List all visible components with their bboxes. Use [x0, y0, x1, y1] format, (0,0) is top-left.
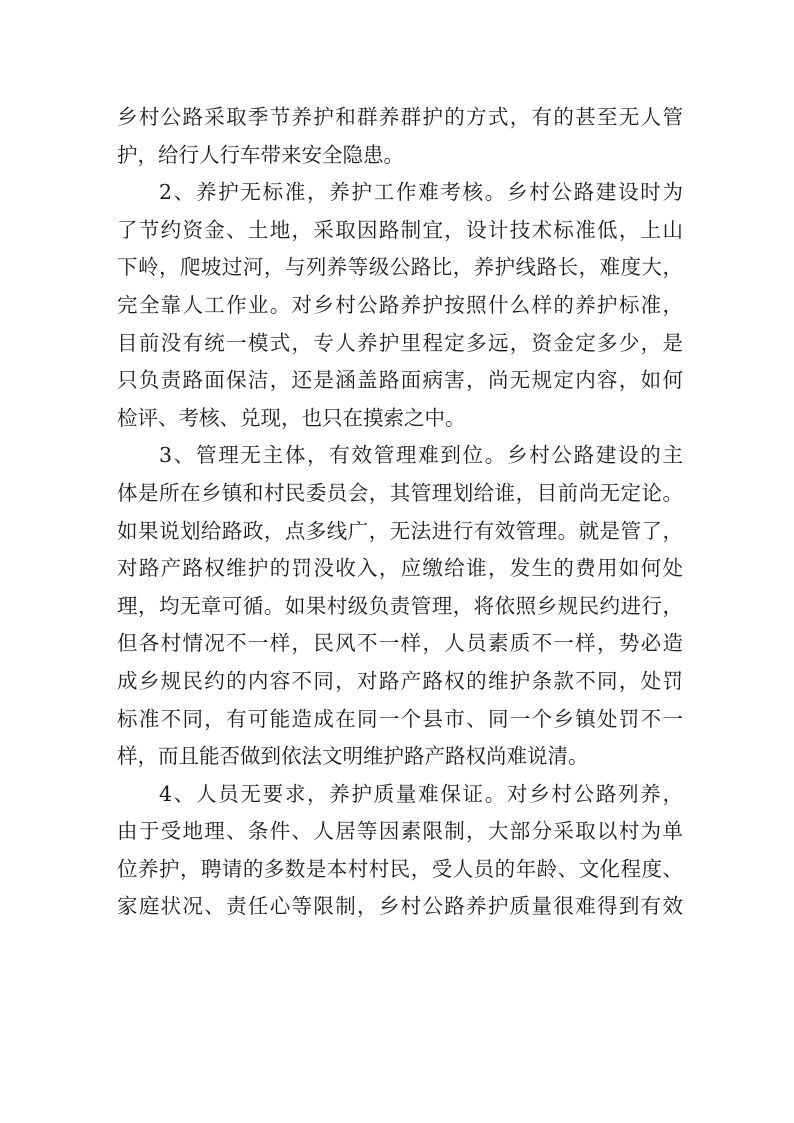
text-line: 但各村情况不一样，民风不一样，人员素质不一样，势必造 [117, 631, 683, 656]
text-line: 目前没有统一模式，专人养护里程定多远，资金定多少，是 [117, 330, 683, 355]
text-line: 理，均无章可循。如果村级负责管理，将依照乡规民约进行， [117, 593, 683, 618]
text-line: 完全靠人工作业。对乡村公路养护按照什么样的养护标准， [117, 292, 683, 317]
text-line: 4、人员无要求，养护质量难保证。对乡村公路列养， [159, 781, 683, 806]
text-line: 体是所在乡镇和村民委员会，其管理划给谁，目前尚无定论。 [117, 480, 683, 505]
text-line: 如果说划给路政，点多线广，无法进行有效管理。就是管了， [117, 518, 683, 543]
text-line: 成乡规民约的内容不同，对路产路权的维护条款不同，处罚 [117, 668, 683, 693]
text-line: 3、管理无主体，有效管理难到位。乡村公路建设的主 [159, 443, 683, 468]
text-line: 检评、考核、兑现，也只在摸索之中。 [117, 405, 466, 430]
text-line: 了节约资金、土地，采取因路制宜，设计技术标准低，上山 [117, 217, 683, 242]
text-line: 由于受地理、条件、人居等因素限制，大部分采取以村为单 [117, 819, 683, 844]
text-line: 护，给行人行车带来安全隐患。 [117, 142, 404, 167]
body-text [117, 99, 683, 926]
text-line: 下岭，爬坡过河，与列养等级公路比，养护线路长，难度大， [117, 255, 683, 280]
text-line: 样，而且能否做到依法文明维护路产路权尚难说清。 [117, 744, 589, 769]
text-line: 对路产路权维护的罚没收入，应缴给谁，发生的费用如何处 [117, 556, 683, 581]
text-line: 位养护，聘请的多数是本村村民，受人员的年龄、文化程度、 [117, 856, 683, 881]
text-line: 家庭状况、责任心等限制，乡村公路养护质量很难得到有效 [117, 894, 683, 919]
text-line: 乡村公路采取季节养护和群养群护的方式，有的甚至无人管 [117, 105, 683, 129]
text-line: 标准不同，有可能造成在同一个县市、同一个乡镇处罚不一 [117, 706, 683, 731]
text-line: 只负责路面保洁，还是涵盖路面病害，尚无规定内容，如何 [117, 368, 683, 393]
text-line: 2、养护无标准，养护工作难考核。乡村公路建设时为 [159, 180, 683, 205]
